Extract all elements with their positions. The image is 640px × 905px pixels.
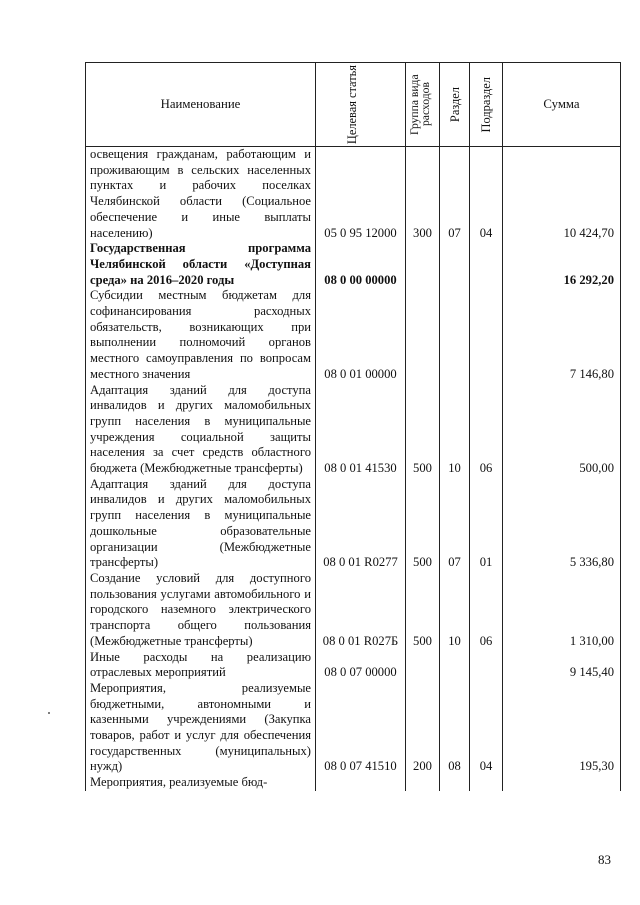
cell-group: 200 — [406, 681, 440, 775]
cell-code — [316, 775, 406, 791]
cell-sum: 10 424,70 — [503, 147, 621, 242]
cell-subsection — [470, 650, 503, 681]
header-group: Группа вида расходов — [406, 63, 440, 147]
cell-code: 08 0 01 00000 — [316, 288, 406, 382]
cell-section — [440, 241, 470, 288]
header-sum: Сумма — [503, 63, 621, 147]
table-row — [86, 571, 621, 650]
table-row — [86, 775, 621, 791]
cell-section: 07 — [440, 477, 470, 571]
budget-table — [85, 62, 621, 791]
cell-name: Адаптация зданий для доступа инвалидов и других маломобильных групп населения в муниципальные дошкольные образовательные организации (Межбюджетные трансферты) — [86, 477, 316, 571]
cell-sum: 5 336,80 — [503, 477, 621, 571]
cell-group — [406, 775, 440, 791]
cell-name: Государственная программа Челябинской области «Доступная среда» на 2016–2020 годы — [86, 241, 316, 288]
cell-name: Мероприятия, реализуемые бюджетными, автономными и казенными учреждениями (Закупка товаров, работ и услуг для обеспечения государственных (муниципальных) нужд) — [86, 681, 316, 775]
header-subsection: Подраздел — [470, 63, 503, 147]
cell-name: Иные расходы на реализацию отраслевых мероприятий — [86, 650, 316, 681]
cell-sum — [503, 775, 621, 791]
cell-subsection — [470, 241, 503, 288]
cell-sum: 1 310,00 — [503, 571, 621, 650]
cell-sum: 16 292,20 — [503, 241, 621, 288]
table-row — [86, 241, 621, 288]
cell-sum: 7 146,80 — [503, 288, 621, 382]
table-header-row — [86, 63, 621, 147]
table-row — [86, 288, 621, 382]
cell-section — [440, 775, 470, 791]
cell-section — [440, 288, 470, 382]
cell-code: 08 0 01 41530 — [316, 383, 406, 477]
cell-name: освещения гражданам, работающим и проживающим в сельских населенных пунктах и рабочих поселках Челябинской области (Социальное обеспечение и иные выплаты населению) — [86, 147, 316, 242]
budget-table-container — [85, 62, 620, 791]
cell-sum: 9 145,40 — [503, 650, 621, 681]
table-row — [86, 383, 621, 477]
cell-sum: 500,00 — [503, 383, 621, 477]
cell-subsection — [470, 288, 503, 382]
cell-group: 500 — [406, 571, 440, 650]
cell-code: 08 0 07 41510 — [316, 681, 406, 775]
cell-name: Создание условий для доступного пользования услугами автомобильного и городского наземного электрического транспорта общего пользования (Межбюджетные трансферты) — [86, 571, 316, 650]
cell-section: 08 — [440, 681, 470, 775]
cell-name: Адаптация зданий для доступа инвалидов и других маломобильных групп населения в муниципальные учреждения социальной защиты населения за счет средств областного бюджета (Межбюджетные трансферты) — [86, 383, 316, 477]
table-row — [86, 681, 621, 775]
cell-group: 500 — [406, 383, 440, 477]
table-row — [86, 147, 621, 242]
header-code: Целевая статья — [316, 63, 406, 147]
scan-mark — [48, 712, 50, 714]
table-row — [86, 477, 621, 571]
cell-group — [406, 241, 440, 288]
cell-group: 300 — [406, 147, 440, 242]
cell-name: Мероприятия, реализуемые бюд- — [86, 775, 316, 791]
cell-subsection: 04 — [470, 681, 503, 775]
cell-code: 08 0 07 00000 — [316, 650, 406, 681]
cell-group: 500 — [406, 477, 440, 571]
page-number: 83 — [598, 852, 611, 867]
cell-section: 10 — [440, 571, 470, 650]
cell-code: 08 0 01 R0277 — [316, 477, 406, 571]
header-section: Раздел — [440, 63, 470, 147]
cell-code: 08 0 00 00000 — [316, 241, 406, 288]
cell-subsection — [470, 775, 503, 791]
cell-subsection: 06 — [470, 383, 503, 477]
cell-code: 05 0 95 12000 — [316, 147, 406, 242]
cell-code: 08 0 01 R027Б — [316, 571, 406, 650]
table-row — [86, 650, 621, 681]
cell-section — [440, 650, 470, 681]
cell-subsection: 04 — [470, 147, 503, 242]
cell-group — [406, 650, 440, 681]
cell-name: Субсидии местным бюджетам для софинансирования расходных обязательств, возникающих при выполнении полномочий органов местного самоуправления по вопросам местного значения — [86, 288, 316, 382]
cell-group — [406, 288, 440, 382]
cell-subsection: 06 — [470, 571, 503, 650]
cell-sum: 195,30 — [503, 681, 621, 775]
cell-subsection: 01 — [470, 477, 503, 571]
header-name: Наименование — [86, 63, 316, 147]
cell-section: 10 — [440, 383, 470, 477]
cell-section: 07 — [440, 147, 470, 242]
